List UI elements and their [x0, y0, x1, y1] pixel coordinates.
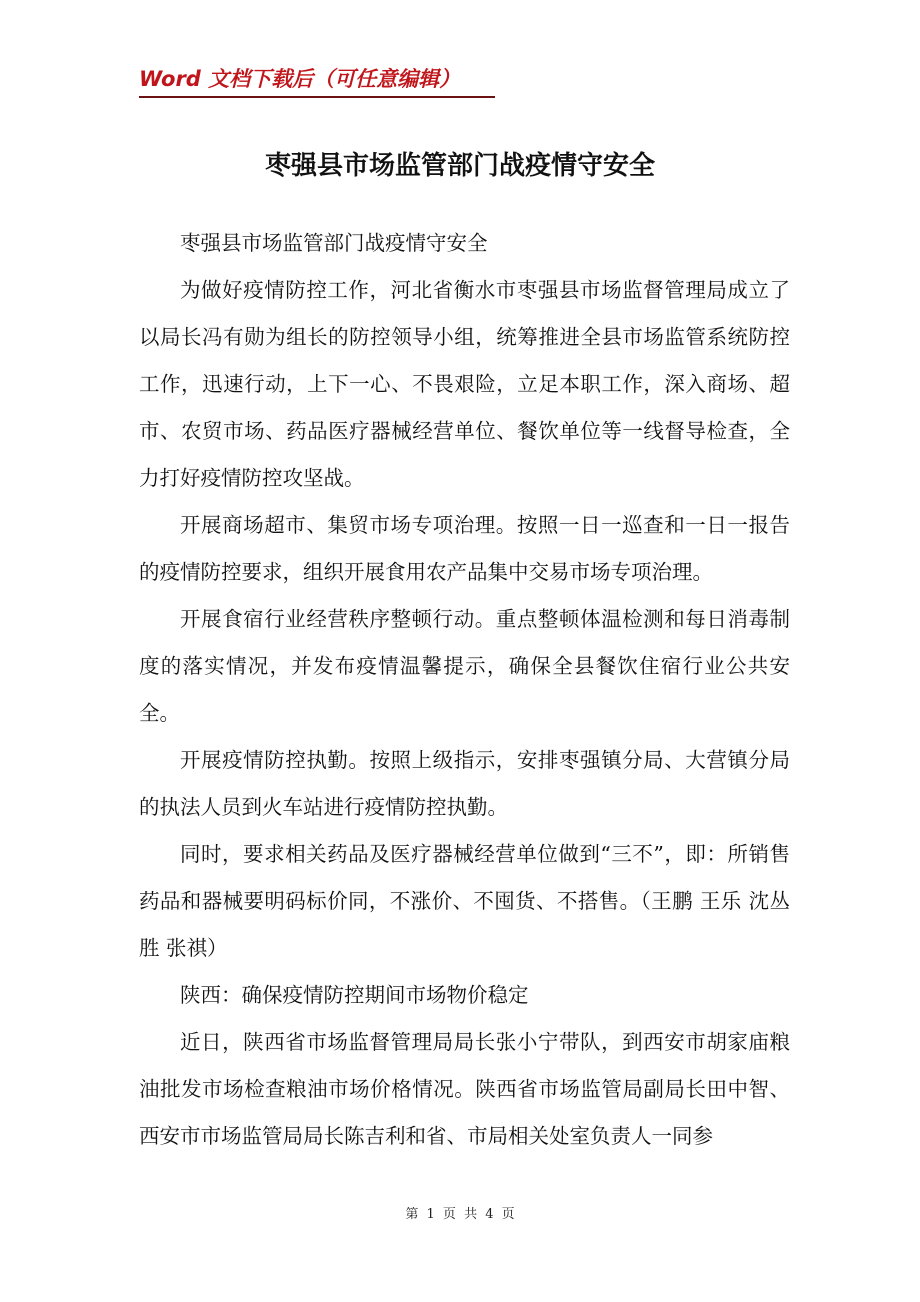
total-page-count: 4: [485, 1207, 494, 1222]
paragraph-shaanxi-body: 近日，陕西省市场监督管理局局长张小宁带队，到西安市胡家庙粮油批发市场检查粮油市场价格情况。陕西省市场监管局副局长田中智、西安市市场监管局局长陈吉利和省、市局相关处室负责人一同参: [139, 1030, 790, 1148]
paragraph-market-governance: 开展商场超市、集贸市场专项治理。按照一日一巡查和一日一报告的疫情防控要求，组织开展食用农产品集中交易市场专项治理。: [139, 513, 790, 584]
watermark-text: Word 文档下载后（可任意编辑）: [139, 67, 461, 91]
current-page-number: 1: [426, 1207, 435, 1222]
paragraph-subtitle: 枣强县市场监管部门战疫情守安全: [180, 231, 488, 255]
paragraph-shaanxi-heading: 陕西：确保疫情防控期间市场物价稳定: [180, 983, 529, 1007]
document-title: 枣强县市场监管部门战疫情守安全: [264, 151, 655, 181]
paragraph-lodging-rectification: 开展食宿行业经营秩序整顿行动。重点整顿体温检测和每日消毒制度的落实情况，并发布疫情温馨提示，确保全县餐饮住宿行业公共安全。: [139, 607, 790, 725]
document-body: [139, 220, 790, 1160]
paragraph-intro: 为做好疫情防控工作，河北省衡水市枣强县市场监督管理局成立了以局长冯有勋为组长的防控领导小组，统筹推进全县市场监管系统防控工作，迅速行动，上下一心、不畏艰险，立足本职工作，深入商场、超市、农贸市场、药品医疗器械经营单位、餐饮单位等一线督导检查，全力打好疫情防控攻坚战。: [139, 278, 790, 490]
download-watermark-header: [139, 64, 495, 98]
footer-page-unit: 页: [442, 1207, 456, 1222]
paragraph-three-nos: 同时，要求相关药品及医疗器械经营单位做到“三不”，即：所销售药品和器械要明码标价同，不涨价、不囤货、不搭售。（王鹏 王乐 沈丛胜 张祺）: [139, 842, 790, 960]
footer-total-prefix: 共: [464, 1207, 478, 1222]
page-number-footer: [0, 1205, 920, 1225]
paragraph-duty: 开展疫情防控执勤。按照上级指示，安排枣强镇分局、大营镇分局的执法人员到火车站进行疫情防控执勤。: [139, 748, 790, 819]
footer-total-unit: 页: [501, 1207, 515, 1222]
footer-prefix: 第: [405, 1207, 419, 1222]
